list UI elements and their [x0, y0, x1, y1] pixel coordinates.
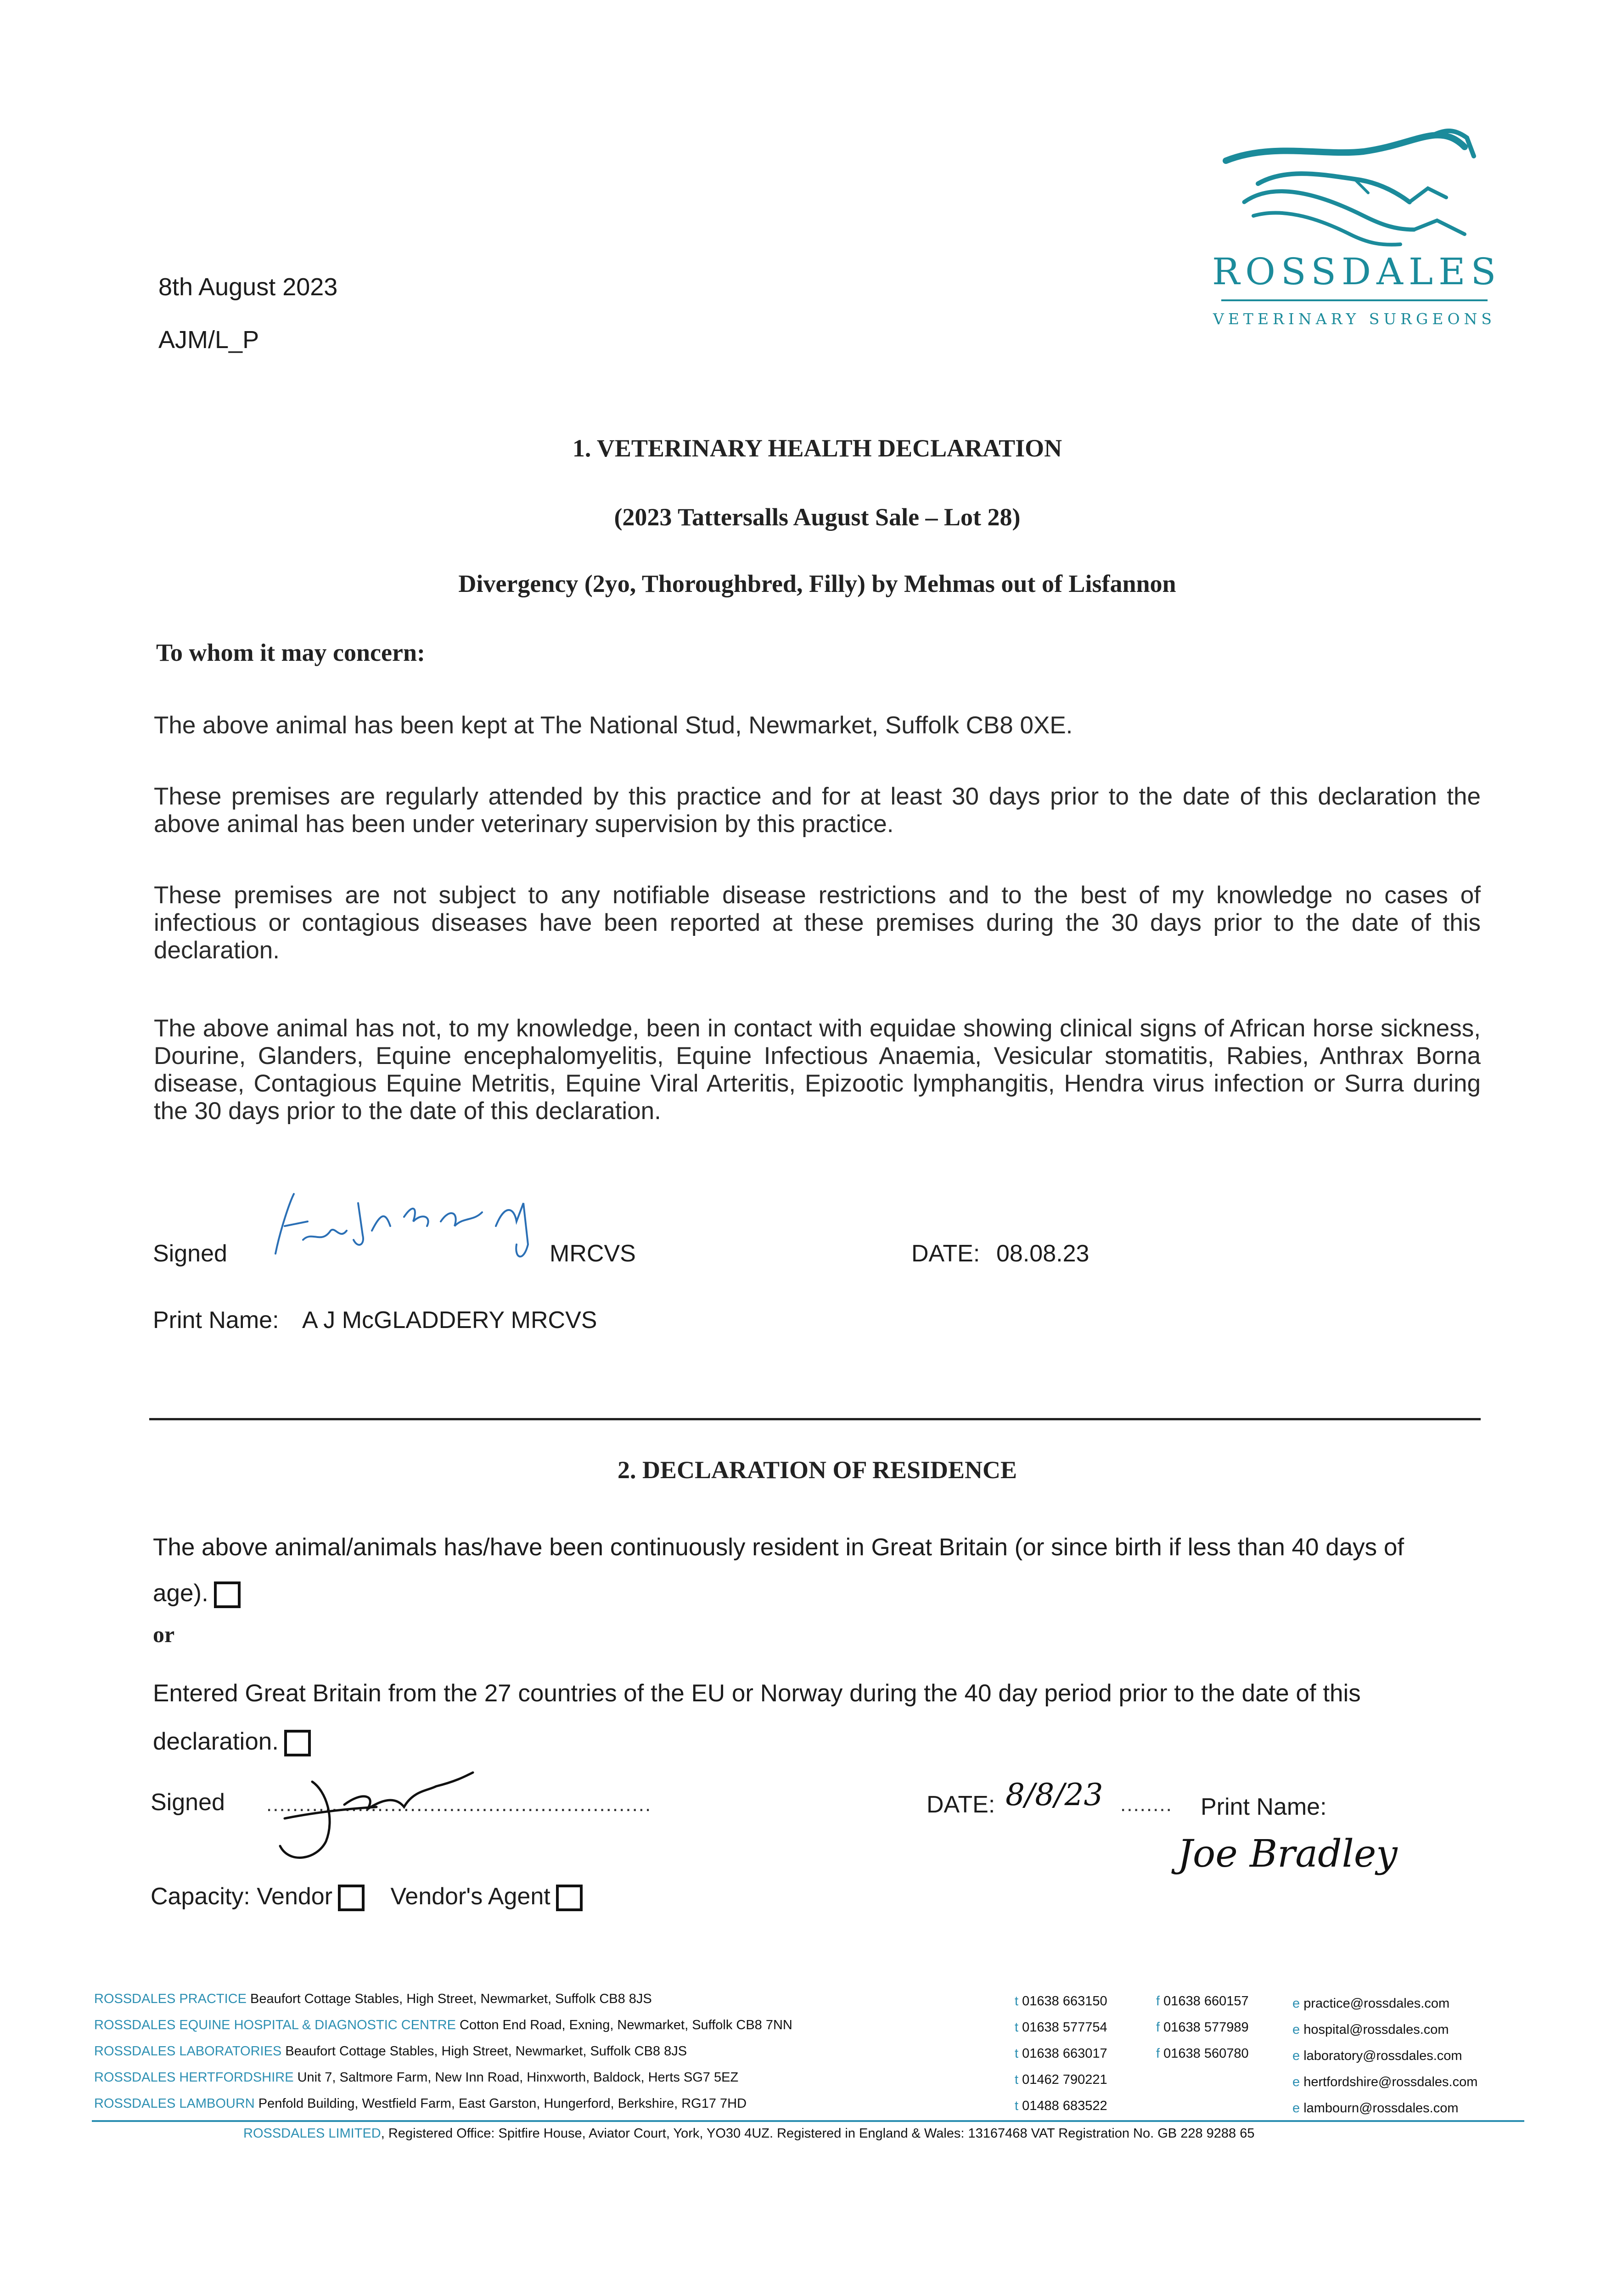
vendor-agent-checkbox[interactable]: [556, 1885, 583, 1911]
vet-date-value: 08.08.23: [996, 1240, 1089, 1267]
footer-tel: t 01488 683522: [1015, 2099, 1107, 2113]
office-address: Beaufort Cottage Stables, High Street, Newmarket, Suffolk CB8 8JS: [250, 1992, 652, 2006]
vendor-checkbox[interactable]: [338, 1885, 365, 1911]
capacity-row: [151, 1874, 583, 1919]
office-address: Cotton End Road, Exning, Newmarket, Suffolk CB8 7NN: [460, 2018, 792, 2032]
footer-divider: [92, 2120, 1524, 2122]
section-divider: [149, 1418, 1481, 1420]
footer-office: [94, 2095, 747, 2112]
footer-email[interactable]: e hertfordshire@rossdales.com: [1292, 2075, 1478, 2089]
option-2-checkbox[interactable]: [284, 1730, 311, 1756]
footer-office: [94, 2017, 792, 2033]
footer-tel: t 01638 663150: [1015, 1994, 1107, 2009]
logo-tagline: VETERINARY SURGEONS: [1213, 310, 1496, 328]
office-address: Beaufort Cottage Stables, High Street, Newmarket, Suffolk CB8 8JS: [285, 2044, 687, 2059]
vendor-signed-label: Signed: [151, 1789, 225, 1816]
paragraph: The above animal has not, to my knowledge, been in contact with equidae showing clinical signs of African horse sickness, Dourine, Glanders, Equine encephalomyelitis, Equine Infectious Anaemia, Vesicular stomatitis, Rabies, Anthrax Borna disease, Contagious Equine Metritis, Equine Viral Arteritis, Epizootic lymphangitis, Hendra virus infection or Surra during the 30 days prior to the date of this declaration.: [154, 1015, 1481, 1125]
residence-option-1: [153, 1525, 1452, 1616]
or-label: or: [153, 1621, 175, 1647]
section2-title: 2. DECLARATION OF RESIDENCE: [617, 1456, 1017, 1484]
office-name: ROSSDALES LABORATORIES: [94, 2044, 282, 2059]
vet-date-label: DATE:: [911, 1240, 980, 1267]
vet-qualification: MRCVS: [550, 1240, 636, 1267]
vendor-print-name-value: Joe Bradley: [1178, 1832, 1398, 1876]
letter-date: 8th August 2023: [158, 273, 338, 301]
footer-tel: t 01638 663017: [1015, 2046, 1107, 2061]
footer-email[interactable]: e laboratory@rossdales.com: [1292, 2048, 1462, 2063]
salutation: To whom it may concern:: [156, 639, 425, 666]
footer-office: [94, 1991, 652, 2007]
footer-tel: t 01462 790221: [1015, 2072, 1107, 2087]
footer-office: [94, 2043, 687, 2060]
footer-email[interactable]: e lambourn@rossdales.com: [1292, 2101, 1459, 2116]
horse-logo-icon: [1217, 124, 1483, 262]
vendor-signature-line: ...........................................................: [266, 1793, 652, 1816]
registration-text: , Registered Office: Spitfire House, Aviator Court, York, YO30 4UZ. Registered in England & Wales: 13167468 VAT Registration No. GB 228 9288 65: [381, 2126, 1255, 2141]
section1-animal: Divergency (2yo, Thoroughbred, Filly) by Mehmas out of Lisfannon: [458, 570, 1176, 597]
logo-name: ROSSDALES: [1212, 250, 1502, 293]
residence-option-2-text: Entered Great Britain from the 27 countries of the EU or Norway during the 40 day period prior to the date of this declaration.: [153, 1680, 1361, 1755]
capacity-agent-label: Vendor's Agent: [390, 1883, 550, 1910]
office-address: Unit 7, Saltmore Farm, New Inn Road, Hinxworth, Baldock, Herts SG7 5EZ: [297, 2070, 739, 2085]
paragraph: The above animal has been kept at The National Stud, Newmarket, Suffolk CB8 0XE.: [154, 712, 1073, 739]
section1-title: 1. VETERINARY HEALTH DECLARATION: [572, 434, 1062, 462]
vet-signature: [266, 1176, 560, 1267]
vendor-date-value: 8/8/23: [1005, 1777, 1103, 1812]
letter-reference: AJM/L_P: [158, 326, 259, 354]
footer-office: [94, 2069, 738, 2086]
footer-fax: f 01638 560780: [1156, 2046, 1249, 2061]
footer-email[interactable]: e hospital@rossdales.com: [1292, 2022, 1449, 2037]
vendor-date-label: DATE:: [927, 1791, 995, 1818]
option-1-checkbox[interactable]: [214, 1581, 241, 1608]
footer-fax: f 01638 577989: [1156, 2020, 1249, 2035]
section1-sale: (2023 Tattersalls August Sale – Lot 28): [614, 503, 1021, 531]
residence-option-2: [153, 1669, 1452, 1766]
vet-print-name-label: Print Name:: [153, 1307, 279, 1334]
paragraph: These premises are not subject to any notifiable disease restrictions and to the best of my knowledge no cases of infectious or contagious diseases have been reported at these premises during the 30 days prior to the date of this declaration.: [154, 882, 1481, 964]
capacity-vendor-label: Capacity: Vendor: [151, 1883, 333, 1910]
footer-fax: f 01638 660157: [1156, 1994, 1249, 2009]
residence-option-1-text: The above animal/animals has/have been continuously resident in Great Britain (or since birth if less than 40 days of age).: [153, 1534, 1404, 1607]
vendor-signature: [271, 1763, 491, 1869]
vet-print-name-value: A J McGLADDERY MRCVS: [302, 1307, 597, 1334]
vendor-date-dots: ........: [1120, 1793, 1173, 1816]
paragraph: These premises are regularly attended by this practice and for at least 30 days prior to the date of this declaration the above animal has been under veterinary supervision by this practice.: [154, 783, 1481, 838]
office-name: ROSSDALES EQUINE HOSPITAL & DIAGNOSTIC CENTRE: [94, 2018, 456, 2032]
office-address: Penfold Building, Westfield Farm, East Garston, Hungerford, Berkshire, RG17 7HD: [258, 2096, 747, 2111]
company-name: ROSSDALES LIMITED: [243, 2126, 381, 2141]
office-name: ROSSDALES PRACTICE: [94, 1992, 247, 2006]
vet-signed-label: Signed: [153, 1240, 227, 1267]
footer-registration: [243, 2126, 1254, 2141]
vendor-print-name-label: Print Name:: [1201, 1794, 1327, 1820]
logo-divider: [1221, 299, 1488, 301]
footer-tel: t 01638 577754: [1015, 2020, 1107, 2035]
office-name: ROSSDALES HERTFORDSHIRE: [94, 2070, 294, 2085]
office-name: ROSSDALES LAMBOURN: [94, 2096, 255, 2111]
footer-email[interactable]: e practice@rossdales.com: [1292, 1996, 1450, 2011]
